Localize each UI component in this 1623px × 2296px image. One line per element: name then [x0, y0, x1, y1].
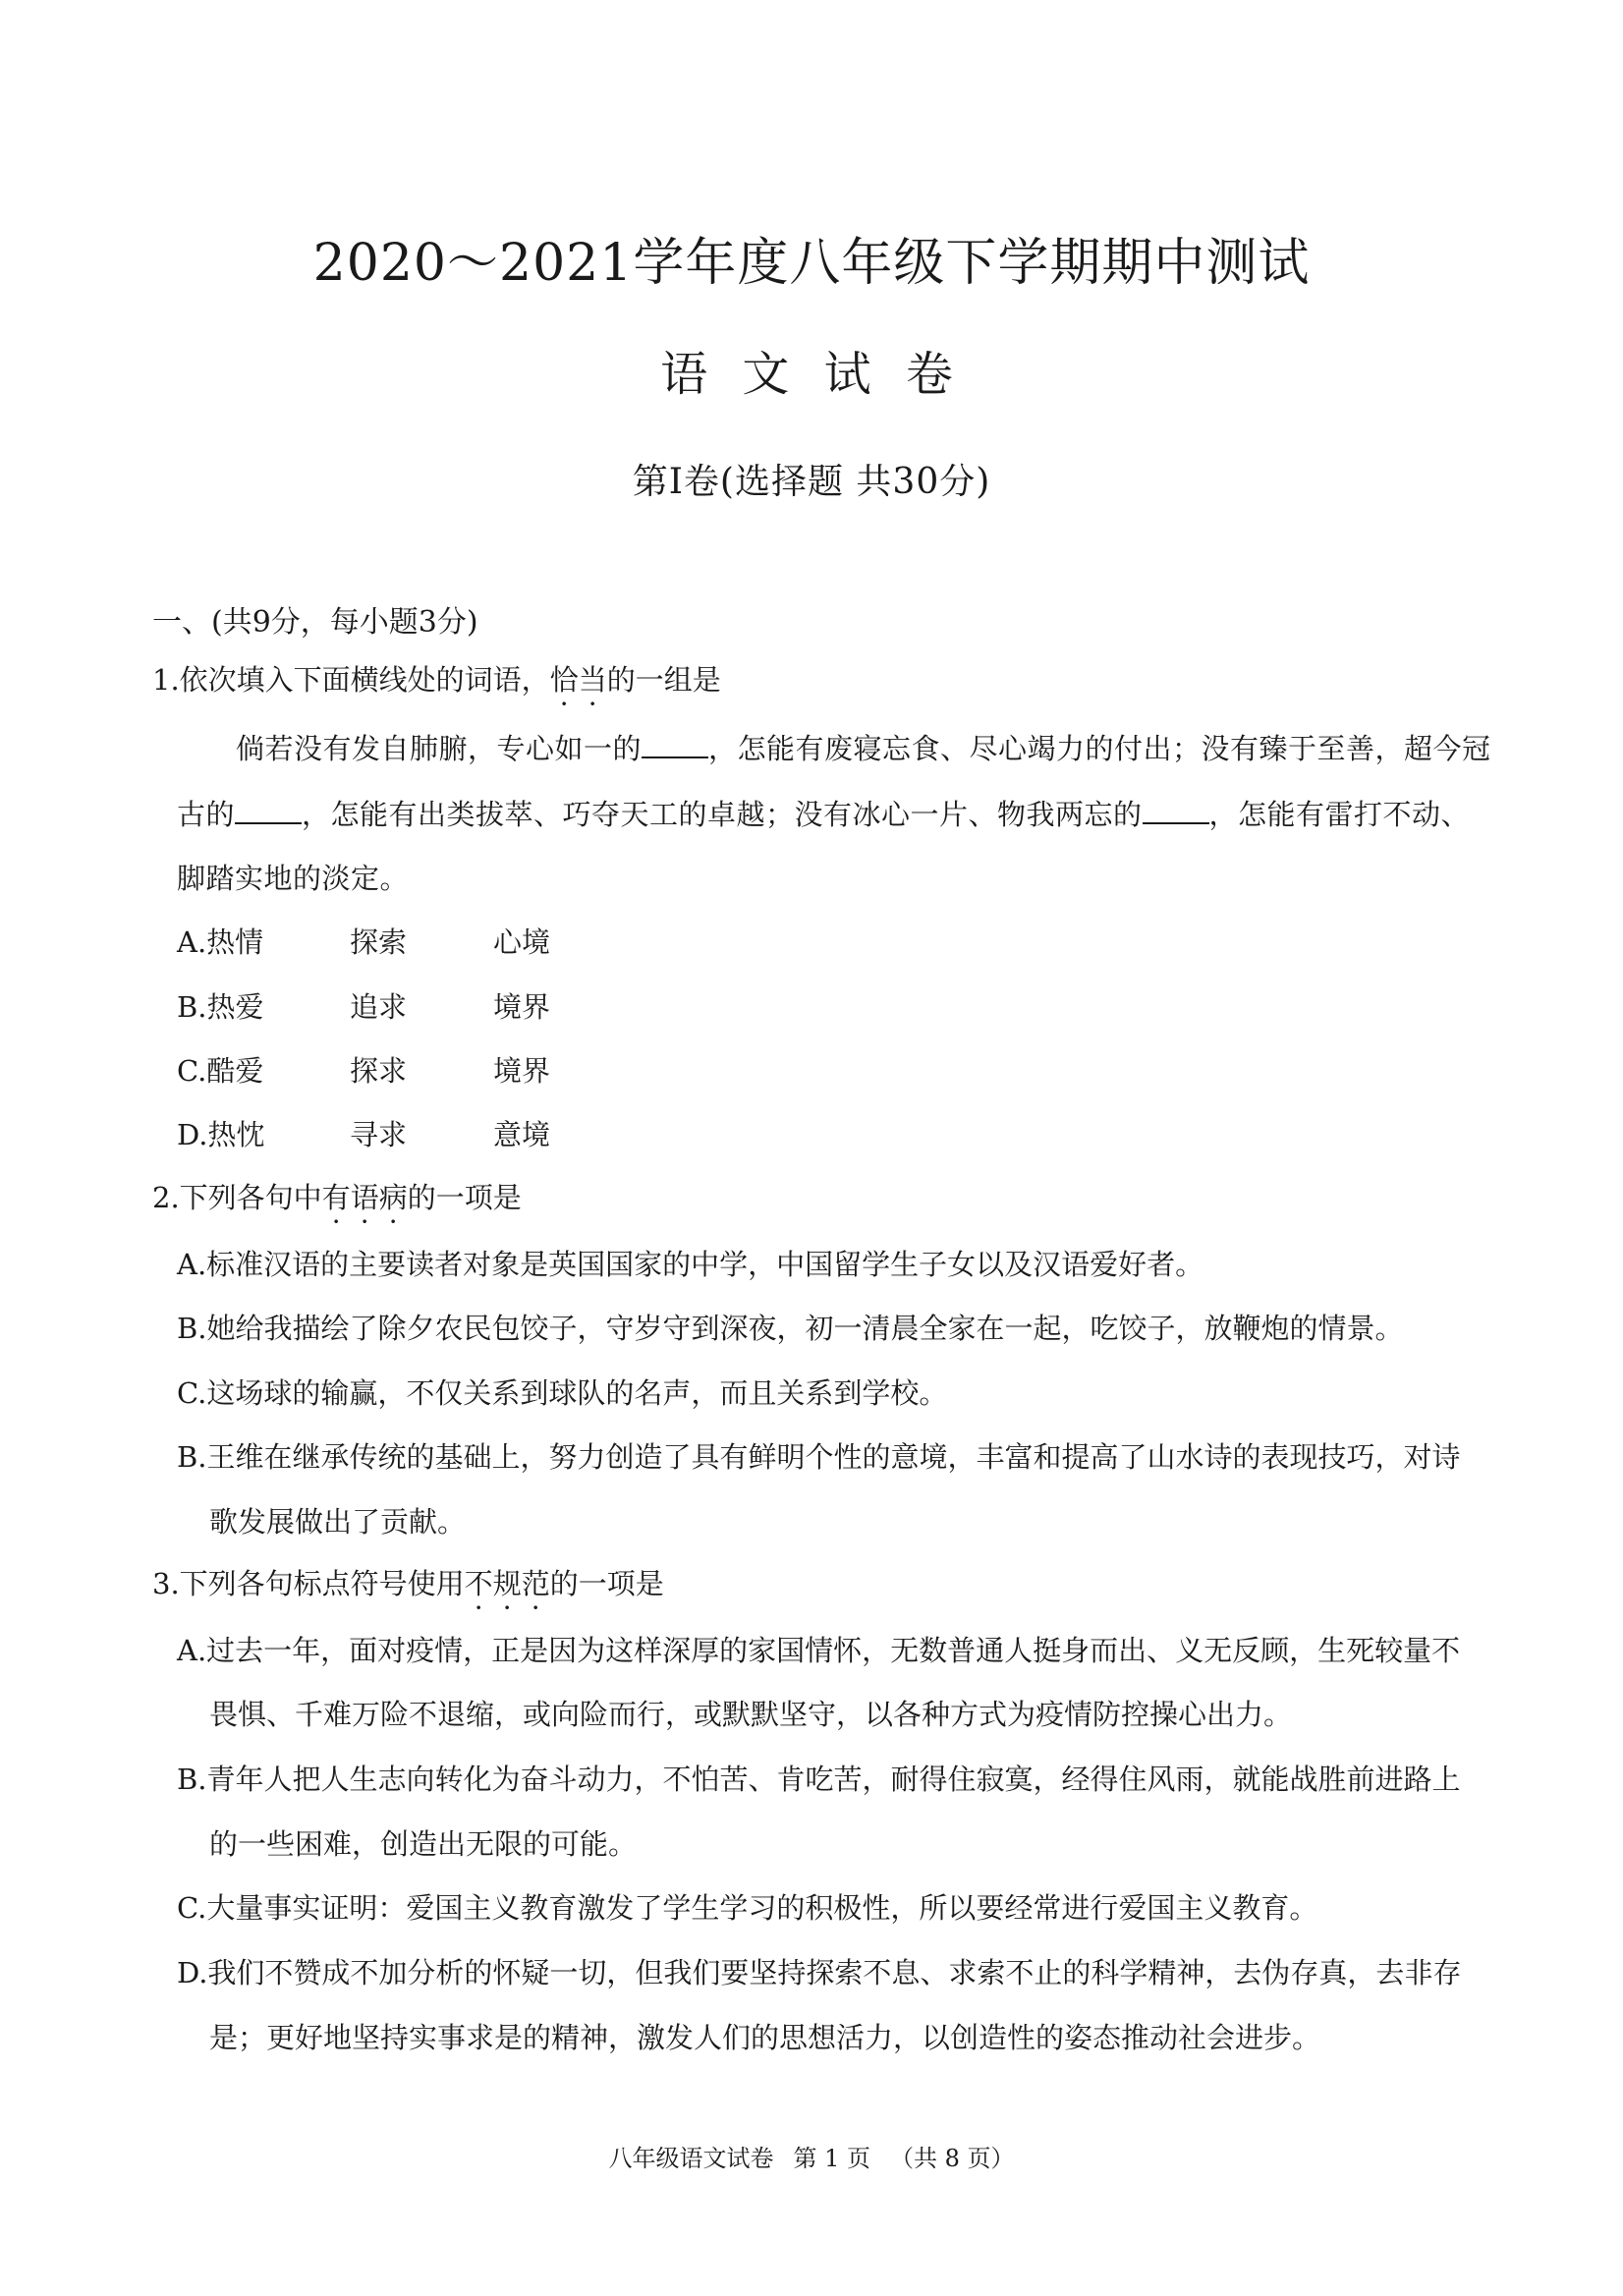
passage-text: ，怎能有废寝忘食、尽心竭力的付出；没有臻于至善，超今冠: [708, 732, 1491, 765]
stem-text: 2.下列各句中: [152, 1181, 322, 1214]
q1-option-b-word2: 追求: [350, 990, 408, 1024]
page-footer: [0, 2139, 1623, 2173]
subject-title: 语 文 试 卷: [660, 347, 963, 402]
q1-option-c-word2: 探求: [350, 1054, 408, 1088]
passage-line-1: [236, 727, 1491, 767]
exam-title: 2020～2021学年度八年级下学期期中测试: [312, 234, 1311, 293]
fill-blank: [642, 731, 708, 758]
q3-option-a-cont: 畏惧、千难万险不退缩，或向险而行，或默默坚守，以各种方式为疫情防控操心出力。: [209, 1698, 1293, 1731]
fill-blank: [1143, 797, 1209, 824]
emphasis-dotted: 恰当: [549, 663, 607, 697]
passage-line-2: [177, 793, 1470, 833]
stem-text: 1.依次填入下面横线处的词语，: [152, 663, 550, 697]
q1-option-b-word3: 境界: [493, 990, 551, 1024]
q1-option-a-word3: 心境: [493, 925, 551, 959]
part-title: 第Ⅰ卷(选择题 共30分): [632, 462, 991, 502]
question-3-stem: [152, 1562, 664, 1602]
stem-text: 的一组是: [606, 663, 721, 697]
q3-option-a: A.过去一年，面对疫情，正是因为这样深厚的家国情怀，无数普通人挺身而出、义无反顾，生死较量不: [177, 1634, 1461, 1667]
stem-text: 3.下列各句标点符号使用: [152, 1567, 465, 1600]
footer-subject: 八年级语文试卷: [608, 2145, 774, 2172]
emphasis-dotted: 有语病: [321, 1181, 408, 1214]
q3-option-c: C.大量事实证明：爱国主义教育激发了学生学习的积极性，所以要经常进行爱国主义教育。: [177, 1891, 1318, 1925]
passage-text: 古的: [177, 798, 236, 831]
q3-option-b-cont: 的一些困难，创造出无限的可能。: [209, 1827, 638, 1861]
q2-option-a: A.标准汉语的主要读者对象是英国国家的中学，中国留学生子女以及汉语爱好者。: [177, 1248, 1204, 1281]
q1-option-d: D.热忱: [177, 1118, 265, 1151]
passage-text: 倘若没有发自肺腑，专心如一的: [236, 732, 643, 765]
q3-option-d: D.我们不赞成不加分析的怀疑一切，但我们要坚持探索不息、求索不止的科学精神，去伪存真，去非存: [177, 1956, 1462, 1989]
fill-blank: [235, 797, 302, 824]
emphasis-dotted: 不规范: [464, 1567, 550, 1600]
q2-option-b: B.她给我描绘了除夕农民包饺子，守岁守到深夜，初一清晨全家在一起，吃饺子，放鞭炮的情景。: [177, 1312, 1404, 1345]
section-heading: 一、(共9分，每小题3分): [152, 605, 478, 640]
q3-option-b: B.青年人把人生志向转化为奋斗动力，不怕苦、肯吃苦，耐得住寂寞，经得住风雨，就能战胜前进路上: [177, 1763, 1461, 1796]
q1-option-a: A.热情: [177, 925, 264, 959]
q3-option-d-cont: 是；更好地坚持实事求是的精神，激发人们的思想活力，以创造性的姿态推动社会进步。: [209, 2021, 1321, 2054]
q2-option-d-cont: 歌发展做出了贡献。: [209, 1505, 467, 1539]
passage-text: ，怎能有出类拔萃、巧夺天工的卓越；没有冰心一片、物我两忘的: [302, 798, 1143, 831]
q1-option-d-word2: 寻求: [350, 1118, 408, 1151]
stem-text: 的一项是: [549, 1567, 664, 1600]
passage-text: ，怎能有雷打不动、: [1208, 798, 1471, 831]
question-2-stem: [152, 1176, 522, 1216]
q2-option-d: B.王维在继承传统的基础上，努力创造了具有鲜明个性的意境，丰富和提高了山水诗的表现技巧，对诗: [177, 1440, 1461, 1474]
question-1-stem: [152, 658, 721, 699]
q1-option-d-word3: 意境: [493, 1118, 551, 1151]
q1-option-c: C.酷爱: [177, 1054, 264, 1088]
stem-text: 的一项是: [407, 1181, 522, 1214]
footer-page-number: 第 1 页: [793, 2145, 870, 2172]
q2-option-c: C.这场球的输赢，不仅关系到球队的名声，而且关系到学校。: [177, 1376, 948, 1410]
passage-line-3: 脚踏实地的淡定。: [177, 862, 410, 895]
q1-option-b: B.热爱: [177, 990, 264, 1024]
q1-option-a-word2: 探索: [350, 925, 408, 959]
q1-option-c-word3: 境界: [493, 1054, 551, 1088]
footer-total-pages: （共 8 页）: [890, 2145, 1015, 2172]
